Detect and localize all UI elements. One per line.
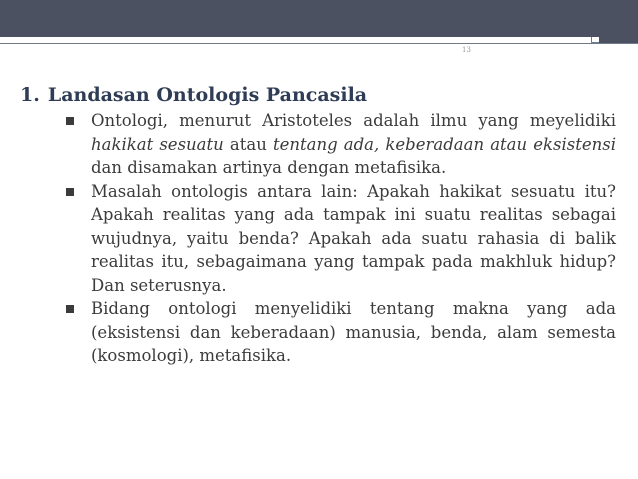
bullet-segment: dan disamakan artinya dengan metafisika. xyxy=(91,158,447,177)
bullet-text: Masalah ontologis antara lain: Apakah hakikat sesuatu itu? Apakah realitas yang ada tampak ini suatu realitas sebagai wujudnya, yaitu benda? Apakah ada suatu rahasia di balik realitas itu, sebagaimana yang tampak pada makhluk hidup? Dan seterusnya. xyxy=(91,181,616,295)
bullet-item xyxy=(66,109,616,180)
bullet-segment-italic: tentang ada, keberadaan atau eksistensi xyxy=(272,134,617,154)
header-rule-cap xyxy=(591,37,599,43)
bullet-item xyxy=(66,180,616,298)
slide-number: 13 xyxy=(462,46,471,54)
heading-title: Landasan Ontologis Pancasila xyxy=(47,84,368,106)
square-bullet-icon xyxy=(66,188,74,196)
bullet-list xyxy=(66,109,616,368)
bullet-text xyxy=(91,111,616,177)
slide-heading xyxy=(20,84,367,106)
bullet-segment-italic: hakikat sesuatu xyxy=(91,134,224,154)
square-bullet-icon xyxy=(66,117,74,125)
bullet-segment: atau xyxy=(223,134,273,154)
heading-number: 1. xyxy=(20,84,40,106)
bullet-text: Bidang ontologi menyelidiki tentang makna yang ada (eksistensi dan keberadaan) manusia, benda, alam semesta (kosmologi), metafisika. xyxy=(91,299,616,365)
bullet-item xyxy=(66,297,616,368)
square-bullet-icon xyxy=(66,305,74,313)
slide-top-bar xyxy=(0,0,638,37)
header-rule xyxy=(0,43,638,44)
bullet-segment: Ontologi, menurut Aristoteles adalah ilmu yang meyelidiki xyxy=(91,111,616,130)
